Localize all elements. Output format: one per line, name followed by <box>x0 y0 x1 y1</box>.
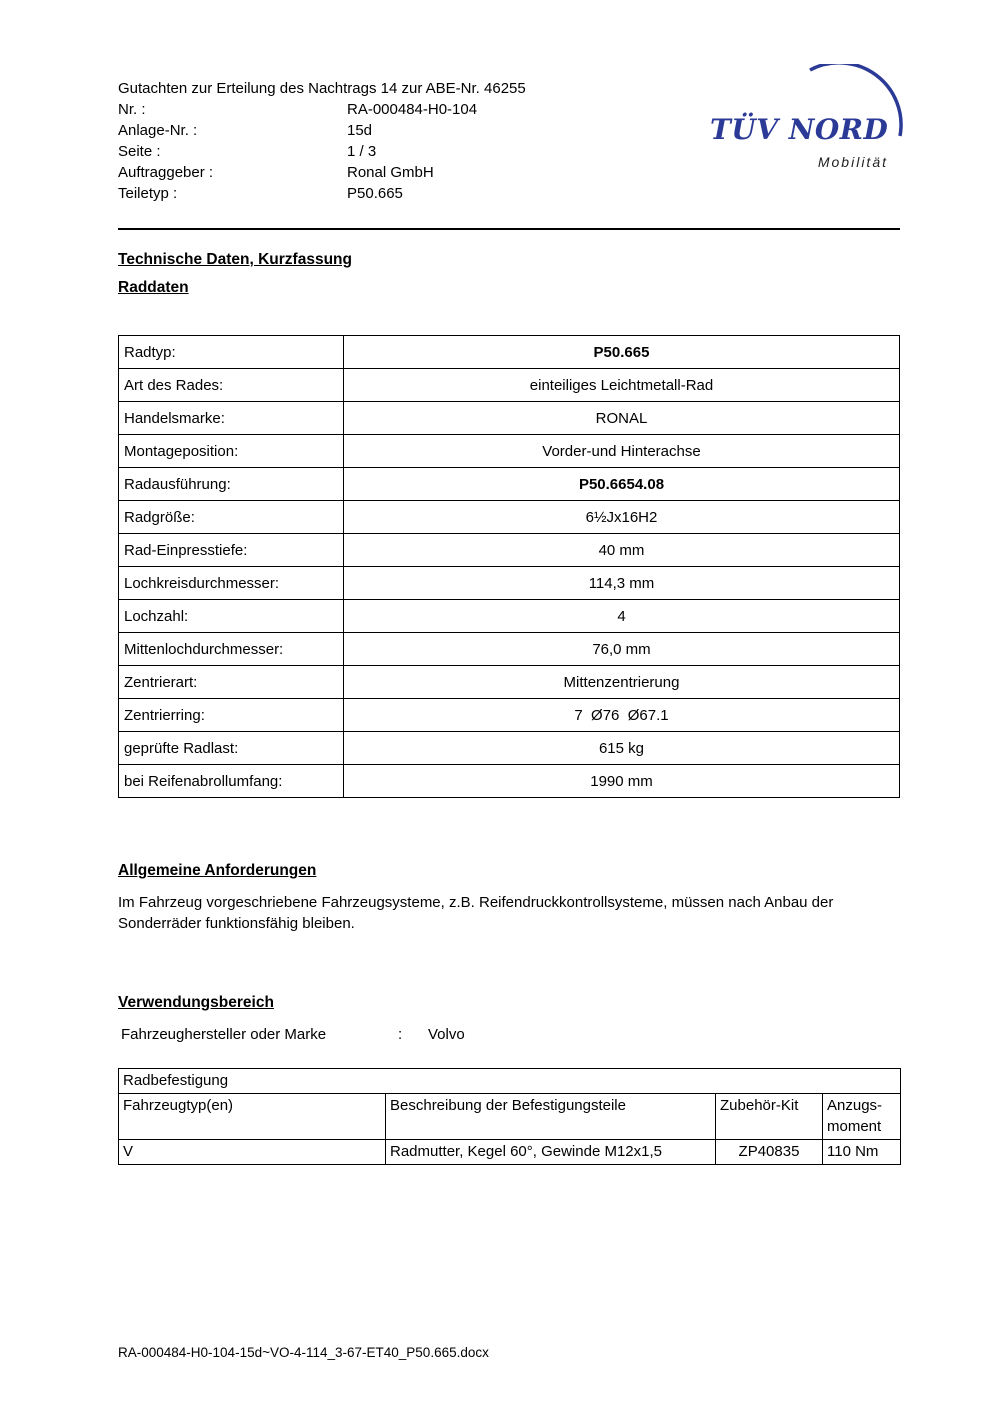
field-label: Anlage-Nr. : <box>118 122 198 139</box>
row-label: Mittenlochdurchmesser: <box>119 633 344 666</box>
header-row-nr <box>118 99 526 120</box>
header-fields <box>118 78 526 204</box>
fahrzeughersteller-label: Fahrzeughersteller oder Marke <box>121 1026 327 1043</box>
row-label: Radausführung: <box>119 468 344 501</box>
tuv-nord-logo <box>710 64 900 176</box>
footer-filename: RA-000484-H0-104-15d~VO-4-114_3-67-ET40_P50.665.docx <box>118 1345 489 1360</box>
heading-raddaten: Raddaten <box>118 279 189 296</box>
header-row-anlage <box>118 120 526 141</box>
logo-subtitle-text: Mobilität <box>817 154 888 170</box>
heading-allgemeine-anforderungen: Allgemeine Anforderungen <box>118 862 317 879</box>
table-row <box>119 501 900 534</box>
row-label: Radtyp: <box>119 336 344 369</box>
header-row-auftraggeber <box>118 162 526 183</box>
row-value: 7 Ø76 Ø67.1 <box>344 699 900 732</box>
heading-technische-daten: Technische Daten, Kurzfassung <box>118 251 352 268</box>
row-label: Rad-Einpresstiefe: <box>119 534 344 567</box>
row-value: 1990 mm <box>344 765 900 798</box>
col-header-beschreibung: Beschreibung der Befestigungsteile <box>386 1094 716 1140</box>
row-value: 76,0 mm <box>344 633 900 666</box>
table-row <box>119 468 900 501</box>
field-value: 15d <box>347 122 373 139</box>
field-value: 1 / 3 <box>347 143 377 160</box>
table-row <box>119 435 900 468</box>
cell-anzugsmoment: 110 Nm <box>823 1140 901 1165</box>
table-row <box>119 402 900 435</box>
row-value: einteiliges Leichtmetall-Rad <box>344 369 900 402</box>
fahrzeughersteller-line <box>118 1026 900 1043</box>
row-value: 4 <box>344 600 900 633</box>
radbefestigung-table <box>118 1068 901 1165</box>
row-label: Lochzahl: <box>119 600 344 633</box>
field-value: P50.665 <box>347 185 403 202</box>
table-row <box>119 567 900 600</box>
row-label: Lochkreisdurchmesser: <box>119 567 344 600</box>
header-row-teiletyp <box>118 183 526 204</box>
row-label: bei Reifenabrollumfang: <box>119 765 344 798</box>
field-label: Auftraggeber : <box>118 164 214 181</box>
cell-fahrzeugtyp: V <box>119 1140 386 1165</box>
row-value: 6½Jx16H2 <box>344 501 900 534</box>
table-row <box>119 369 900 402</box>
col-header-zubehoer-kit: Zubehör-Kit <box>716 1094 823 1140</box>
cell-zubehoer-kit: ZP40835 <box>716 1140 823 1165</box>
radbefestigung-title: Radbefestigung <box>119 1069 901 1094</box>
field-value: RA-000484-H0-104 <box>347 101 478 118</box>
row-value: Vorder-und Hinterachse <box>344 435 900 468</box>
row-label: Radgröße: <box>119 501 344 534</box>
header <box>118 78 900 204</box>
cell-beschreibung: Radmutter, Kegel 60°, Gewinde M12x1,5 <box>386 1140 716 1165</box>
row-label: Montageposition: <box>119 435 344 468</box>
row-label: geprüfte Radlast: <box>119 732 344 765</box>
table-row <box>119 534 900 567</box>
table-row <box>119 1140 901 1165</box>
logo-brand-text: TÜV NORD <box>710 113 889 146</box>
row-label: Art des Rades: <box>119 369 344 402</box>
col-header-fahrzeugtyp: Fahrzeugtyp(en) <box>119 1094 386 1140</box>
table-row <box>119 666 900 699</box>
field-label: Teiletyp : <box>118 185 178 202</box>
row-label: Handelsmarke: <box>119 402 344 435</box>
col-header-anzugsmoment: Anzugs-moment <box>823 1094 901 1140</box>
field-value: Ronal GmbH <box>347 164 434 181</box>
header-divider <box>118 228 900 230</box>
row-value: 615 kg <box>344 732 900 765</box>
row-value: P50.6654.08 <box>344 468 900 501</box>
table-row <box>119 699 900 732</box>
heading-verwendungsbereich: Verwendungsbereich <box>118 994 274 1011</box>
fahrzeughersteller-value: Volvo <box>428 1026 465 1043</box>
wheel-data-table <box>118 335 900 798</box>
row-value: P50.665 <box>344 336 900 369</box>
row-label: Zentrierart: <box>119 666 344 699</box>
document-title: Gutachten zur Erteilung des Nachtrags 14 zur ABE-Nr. 46255 <box>118 80 526 97</box>
allgemeine-text: Im Fahrzeug vorgeschriebene Fahrzeugsysteme, z.B. Reifendruckkontrollsysteme, müssen nach Anbau der Sonderräder funktionsfähig bleiben. <box>118 894 834 932</box>
row-value: 114,3 mm <box>344 567 900 600</box>
header-row-seite <box>118 141 526 162</box>
field-label: Nr. : <box>118 101 146 118</box>
table-header-row <box>119 1094 901 1140</box>
table-row <box>119 732 900 765</box>
table-row <box>119 633 900 666</box>
table-row <box>119 765 900 798</box>
table-row <box>119 336 900 369</box>
row-value: RONAL <box>344 402 900 435</box>
table-row <box>119 600 900 633</box>
row-label: Zentrierring: <box>119 699 344 732</box>
fahrzeughersteller-colon: : <box>398 1026 403 1043</box>
field-label: Seite : <box>118 143 161 160</box>
table-title-row <box>119 1069 901 1094</box>
row-value: 40 mm <box>344 534 900 567</box>
row-value: Mittenzentrierung <box>344 666 900 699</box>
